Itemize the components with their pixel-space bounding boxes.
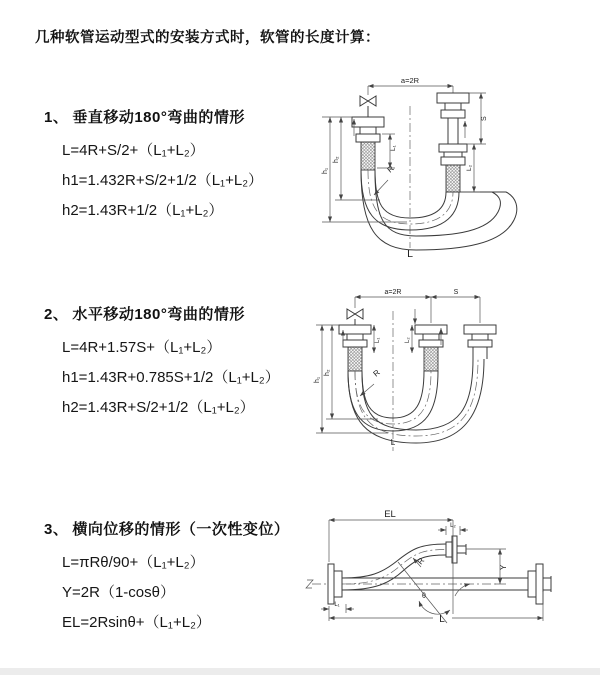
dim-label-r: R	[371, 367, 382, 379]
dimension-s	[431, 289, 480, 297]
axis-break-icon	[306, 580, 313, 588]
formula-list	[62, 548, 289, 638]
dim-label-h2: h₂	[324, 369, 331, 376]
dimension-l1	[374, 325, 381, 353]
formula-line: L=4R+1.57S+（L₁+L₂）	[62, 339, 222, 356]
fixed-pipe-flange	[339, 325, 371, 371]
diagram-lateral-offset	[300, 508, 600, 653]
fixed-pipe-flange	[352, 117, 384, 170]
dim-label-l2: L₂	[405, 337, 411, 343]
dim-label-r: R	[385, 163, 396, 175]
dim-label-h2: h₂	[333, 156, 340, 163]
formula-line: Y=2R（1-cosθ）	[62, 584, 175, 601]
section-title: 横向位移的情形（一次性变位）	[72, 521, 290, 538]
dim-label-el: EL	[384, 509, 396, 520]
dim-label-s: S	[453, 289, 459, 296]
straight-pipe-original-position	[342, 564, 551, 604]
dim-label-l: L	[439, 614, 445, 625]
dim-label-l1: L₁	[375, 337, 381, 343]
valve-icon	[347, 309, 363, 325]
section-number: 1、	[44, 109, 69, 126]
dimension-theta	[419, 584, 470, 614]
hose-curves	[348, 359, 484, 443]
dimension-l	[329, 592, 543, 625]
scan-page-edge	[0, 668, 600, 675]
diagram-vertical-travel	[310, 70, 600, 260]
dim-label-l: L	[407, 248, 413, 260]
section-heading	[44, 518, 289, 539]
section-title: 垂直移动180°弯曲的情形	[72, 109, 245, 126]
dim-label-l2: L₂	[466, 164, 473, 171]
dim-label-l: L	[390, 438, 396, 447]
hose-s-curve	[342, 544, 446, 590]
formula-line: h1=1.432R+S/2+1/2（L₁+L₂）	[62, 172, 264, 189]
section-number: 2、	[44, 306, 69, 323]
dim-label-theta: θ	[422, 593, 426, 600]
dimension-y	[466, 549, 508, 584]
dim-label-a2r: a=2R	[384, 289, 402, 296]
left-flange	[328, 564, 342, 604]
dim-label-l1: L₁	[390, 145, 397, 151]
diagram-horizontal-travel	[308, 283, 598, 463]
formula-list	[62, 333, 280, 423]
dimension-a2r	[368, 76, 453, 95]
dim-label-y: Y	[499, 564, 508, 570]
dimension-s	[467, 93, 488, 144]
braided-hose-section	[424, 347, 438, 371]
formula-line: L=4R+S/2+（L₁+L₂）	[62, 142, 205, 159]
section-title: 水平移动180°弯曲的情形	[72, 306, 245, 323]
formula-line: EL=2Rsinθ+（L₁+L₂）	[62, 614, 211, 631]
moving-pipe-position-1	[415, 325, 447, 371]
dimension-l1	[321, 602, 354, 613]
dimension-a2r	[355, 289, 431, 297]
braided-hose-section	[348, 347, 362, 371]
hose-curves	[361, 170, 517, 250]
moving-pipe-position-2	[464, 325, 496, 359]
valve-icon	[360, 96, 376, 117]
dim-label-l1: L₁	[334, 602, 340, 608]
section-heading	[44, 106, 263, 127]
technical-drawing-3	[300, 508, 600, 653]
page-title: 几种软管运动型式的安装方式时，软管的长度计算：	[35, 30, 380, 46]
dimension-r	[398, 556, 447, 623]
dim-label-r: R	[415, 556, 427, 567]
upper-flange	[446, 536, 466, 563]
technical-drawing-1	[310, 70, 600, 260]
formula-line: h2=1.43R+S/2+1/2（L₁+L₂）	[62, 399, 255, 416]
section-lateral-offset	[44, 518, 289, 638]
dim-label-a2r: a=2R	[400, 76, 420, 85]
dimension-r	[374, 164, 396, 195]
dimension-l2	[405, 325, 412, 353]
dim-label-h1: h₁	[322, 167, 329, 174]
dim-label-h1: h₁	[314, 376, 321, 383]
moving-pipe-flange	[437, 93, 469, 192]
dimension-el	[329, 509, 453, 614]
section-number: 3、	[44, 521, 69, 538]
braided-hose-section	[446, 165, 460, 192]
braided-hose-section	[361, 142, 375, 170]
section-vertical-travel	[44, 106, 263, 226]
formula-line: h1=1.43R+0.785S+1/2（L₁+L₂）	[62, 369, 280, 386]
formula-line: h2=1.43R+1/2（L₁+L₂）	[62, 202, 224, 219]
section-heading	[44, 303, 280, 324]
formula-line: L=πRθ/90+（L₁+L₂）	[62, 554, 205, 571]
dim-label-s: S	[481, 116, 488, 121]
technical-drawing-2	[308, 283, 598, 463]
section-horizontal-travel	[44, 303, 280, 423]
dim-label-l2: L₂	[450, 523, 456, 529]
formula-list	[62, 136, 263, 226]
